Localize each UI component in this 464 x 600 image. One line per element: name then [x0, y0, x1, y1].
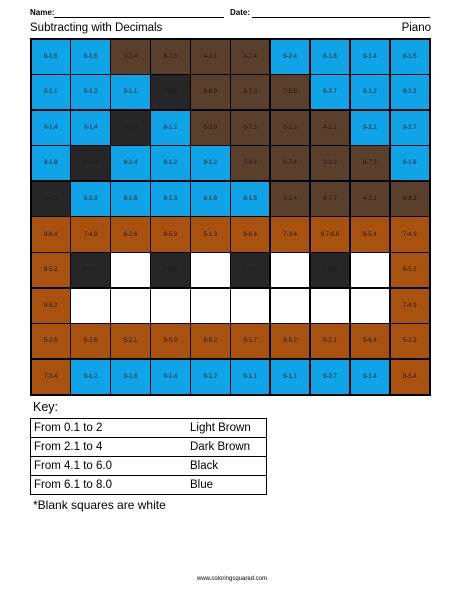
- grid-cell: [190, 288, 230, 324]
- grid-cell: 4-2.1: [190, 39, 230, 75]
- key-range: From 0.1 to 2: [31, 419, 188, 438]
- grid-cell: 5-2.1: [310, 323, 350, 359]
- grid-cell: 8-1.6: [190, 181, 230, 217]
- grid-cell: 9-1.1: [230, 359, 270, 395]
- grid-cell: 9-1.8: [31, 145, 71, 181]
- grid-cell: [270, 252, 310, 288]
- grid-cell: 7-3.4: [31, 359, 71, 395]
- grid-cell: 8-5.2: [390, 252, 430, 288]
- grid-cell: 8-1.2: [390, 74, 430, 110]
- grid-cell: 3-2.4: [270, 181, 310, 217]
- grid-cell: 7-5.8: [270, 74, 310, 110]
- grid-cell: 4-2.1: [310, 110, 350, 146]
- key-color: Blue: [187, 476, 267, 495]
- grid-cell: 9-1.8: [110, 359, 150, 395]
- name-label: Name:: [30, 8, 55, 17]
- key-table: [30, 418, 267, 495]
- grid-cell: 8-1.6: [70, 39, 110, 75]
- grid-cell: 9-2.9: [70, 181, 110, 217]
- grid-cell: 8-5.2: [31, 252, 71, 288]
- grid-cell: 9-1.4: [350, 359, 390, 395]
- grid-cell: 9-1.4: [70, 110, 110, 146]
- grid-cell: 4-2.1: [350, 181, 390, 217]
- grid-cell: 9-2.4: [110, 145, 150, 181]
- grid-cell: 8-1.2: [350, 74, 390, 110]
- key-row: [31, 419, 267, 438]
- grid-cell: 5-3.9: [190, 110, 230, 146]
- grid-cell: 8-7.3: [230, 74, 270, 110]
- grid-cell: 5-2.6: [70, 323, 110, 359]
- grid-cell: [150, 288, 190, 324]
- grid-cell: 9-1.2: [190, 359, 230, 395]
- grid-cell: 9-6.4: [230, 216, 270, 252]
- date-line: [252, 17, 430, 18]
- grid-cell: 9-1.3: [150, 181, 190, 217]
- picture-title: Piano: [401, 22, 431, 34]
- grid-cell: 3-2.4: [110, 39, 150, 75]
- grid-cell: 8-5.4: [350, 216, 390, 252]
- grid-cell: 8-1.6: [31, 39, 71, 75]
- date-label: Date:: [230, 8, 251, 17]
- key-range: From 4.1 to 6.0: [31, 457, 188, 476]
- key-row: [31, 438, 267, 457]
- grid-cell: 6-2.6: [110, 216, 150, 252]
- grid-cell: [350, 252, 390, 288]
- grid-cell: 9-2.1: [350, 110, 390, 146]
- grid-cell: 7-4.9: [70, 216, 110, 252]
- key-range: From 6.1 to 8.0: [31, 476, 188, 495]
- grid-cell: 8-7.3: [150, 39, 190, 75]
- grid-cell: 3-2.3: [270, 110, 310, 146]
- grid-cell: 7-4.9: [390, 216, 430, 252]
- key-row: [31, 476, 267, 495]
- mosaic-grid: [30, 38, 431, 396]
- grid-cell: 3-2.3: [310, 145, 350, 181]
- grid-cell: 9-1.1: [110, 74, 150, 110]
- grid-cell: 9-1.1: [31, 74, 71, 110]
- grid-cell: 9-7.7: [310, 181, 350, 217]
- grid-cell: [110, 288, 150, 324]
- grid-cell: 9-2.7: [310, 74, 350, 110]
- grid-cell: [70, 288, 110, 324]
- grid-cell: 9-8.9: [190, 74, 230, 110]
- grid-cell: 3-2.4: [230, 39, 270, 75]
- grid-cell: 8-1.5: [390, 39, 430, 75]
- grid-cell: 5-2.6: [31, 323, 71, 359]
- worksheet-title: Subtracting with Decimals: [30, 22, 163, 34]
- grid-cell: 9-1.2: [70, 359, 110, 395]
- grid-cell: 9.7-6.8: [310, 216, 350, 252]
- grid-cell: [190, 252, 230, 288]
- grid-cell: 8-5.4: [390, 359, 430, 395]
- key-color: Dark Brown: [187, 438, 267, 457]
- key-color: Light Brown: [187, 419, 267, 438]
- grid-cell: 9-3.7: [230, 252, 270, 288]
- grid-cell: 8-7.3: [230, 110, 270, 146]
- grid-cell: [310, 288, 350, 324]
- grid-cell: 7-6.4: [230, 145, 270, 181]
- grid-cell: 9-1.4: [150, 359, 190, 395]
- grid-cell: 9-3.6: [150, 252, 190, 288]
- grid-cell: 9-1.4: [31, 110, 71, 146]
- grid-cell: 7-3.4: [270, 216, 310, 252]
- grid-cell: 8-1.2: [150, 145, 190, 181]
- blank-squares-note: *Blank squares are white: [33, 498, 166, 512]
- grid-cell: 8-7.3: [350, 145, 390, 181]
- grid-cell: 9-6.4: [31, 216, 71, 252]
- grid-cell: 9-2.4: [270, 39, 310, 75]
- key-color: Black: [187, 457, 267, 476]
- grid-cell: [270, 288, 310, 324]
- grid-cell: 9-5.9: [150, 323, 190, 359]
- grid-cell: [230, 288, 270, 324]
- grid-cell: 5-2.3: [390, 323, 430, 359]
- grid-cell: 5-1.7: [230, 323, 270, 359]
- grid-cell: 9-1.1: [270, 359, 310, 395]
- footer-url: www.coloringsquared.com: [196, 576, 268, 582]
- grid-cell: 8-1.6: [390, 145, 430, 181]
- grid-cell: 7-2.5: [310, 252, 350, 288]
- grid-cell: 9-5.9: [150, 216, 190, 252]
- grid-cell: 9-1.2: [190, 145, 230, 181]
- grid-cell: 8-1.8: [310, 39, 350, 75]
- grid-cell: [110, 252, 150, 288]
- grid-cell: 8-5.2: [190, 323, 230, 359]
- grid-cell: 8-1.5: [230, 181, 270, 217]
- grid-cell: 8-5.2: [31, 288, 71, 324]
- key-title: Key:: [33, 400, 59, 414]
- key-range: From 2.1 to 4: [31, 438, 188, 457]
- grid-cell: 9-7.4: [270, 145, 310, 181]
- grid-cell: 9-3.6: [150, 74, 190, 110]
- grid-cell: 8-1.2: [150, 110, 190, 146]
- grid-cell: 6-1.1: [70, 252, 110, 288]
- header-row: [30, 4, 430, 18]
- grid-cell: 9-4.3: [31, 181, 71, 217]
- grid-cell: 6-1.9: [70, 145, 110, 181]
- key-row: [31, 457, 267, 476]
- title-row: [30, 20, 431, 36]
- grid-cell: 5-2.1: [110, 323, 150, 359]
- grid-cell: 9-8.3: [390, 181, 430, 217]
- grid-cell: 8-1.6: [110, 181, 150, 217]
- grid-cell: 9-2.7: [390, 110, 430, 146]
- grid-cell: 9-1.4: [350, 39, 390, 75]
- grid-cell: 5-1.3: [190, 216, 230, 252]
- grid-cell: 9-6.4: [350, 323, 390, 359]
- grid-cell: 9-1.2: [70, 74, 110, 110]
- grid-cell: 8-2.4: [110, 110, 150, 146]
- grid-cell: [350, 288, 390, 324]
- name-line: [54, 17, 224, 18]
- grid-cell: 9-2.7: [310, 359, 350, 395]
- grid-cell: 8-5.2: [270, 323, 310, 359]
- grid-cell: 7-4.9: [390, 288, 430, 324]
